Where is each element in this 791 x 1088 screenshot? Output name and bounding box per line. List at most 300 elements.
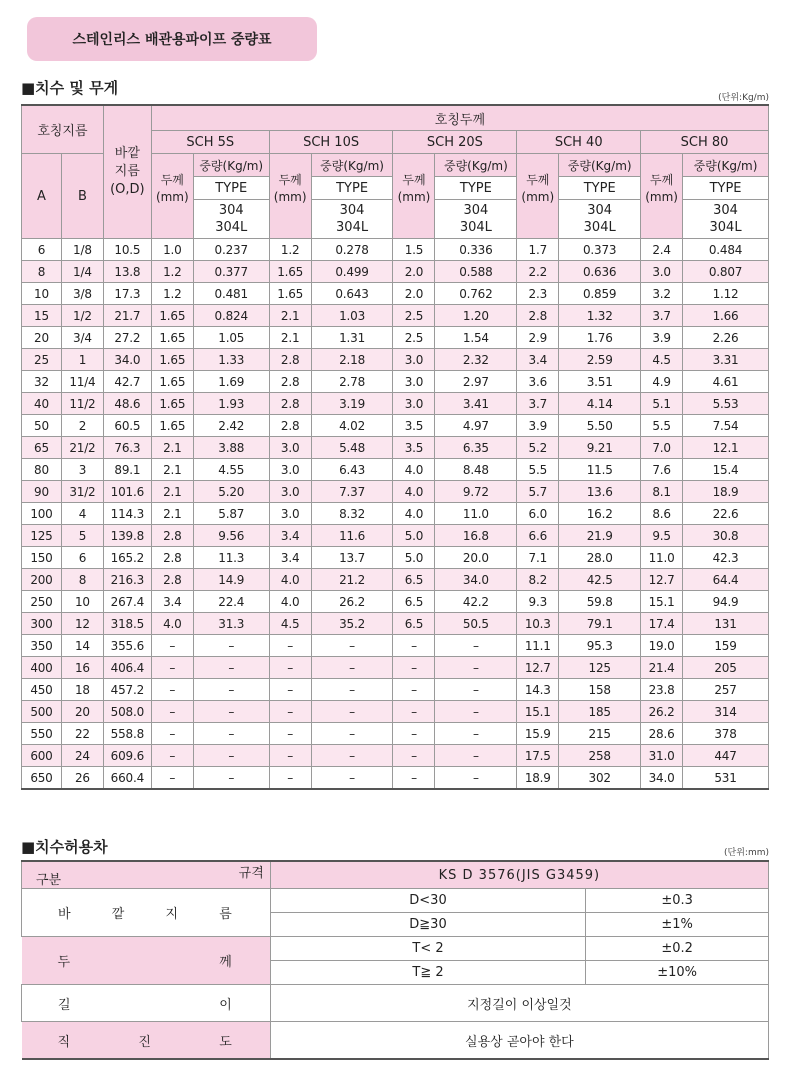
od-condition-1: D<30 bbox=[270, 889, 585, 913]
table-cell: 16.8 bbox=[435, 525, 517, 547]
table-cell: 1.65 bbox=[151, 415, 193, 437]
table-cell: 23.8 bbox=[641, 679, 683, 701]
table-cell: – bbox=[193, 635, 269, 657]
table-cell: – bbox=[435, 745, 517, 767]
header-sch-10s: SCH 10S bbox=[269, 131, 393, 154]
table-cell: 3 bbox=[61, 459, 103, 481]
table-cell: 20 bbox=[22, 327, 62, 349]
table-row bbox=[22, 283, 769, 305]
label-char: 진 bbox=[138, 1034, 151, 1050]
header-thickness: 두께 (mm) bbox=[393, 154, 435, 239]
header-weight: 중량(Kg/m) bbox=[683, 154, 769, 177]
table-cell: 165.2 bbox=[103, 547, 151, 569]
table-cell: – bbox=[311, 767, 393, 790]
table-cell: – bbox=[393, 679, 435, 701]
table-cell: 34.0 bbox=[435, 569, 517, 591]
table-cell: 15 bbox=[22, 305, 62, 327]
section-title-tolerance: ■치수허용차 bbox=[21, 838, 108, 856]
table-cell: 150 bbox=[22, 547, 62, 569]
table-cell: 5 bbox=[61, 525, 103, 547]
table-cell: 1.76 bbox=[559, 327, 641, 349]
table-cell: 50 bbox=[22, 415, 62, 437]
table-cell: 125 bbox=[22, 525, 62, 547]
table-cell: 42.7 bbox=[103, 371, 151, 393]
table-cell: 9.21 bbox=[559, 437, 641, 459]
tolerance-table bbox=[21, 860, 769, 1060]
table-cell: 531 bbox=[683, 767, 769, 790]
table-cell: – bbox=[393, 767, 435, 790]
table-cell: 21/2 bbox=[61, 437, 103, 459]
table-cell: 64.4 bbox=[683, 569, 769, 591]
table-row bbox=[22, 569, 769, 591]
header-nominal: 호칭지름 bbox=[22, 105, 104, 154]
header-type: TYPE bbox=[193, 177, 269, 200]
table-cell: 1.65 bbox=[151, 327, 193, 349]
table-cell: – bbox=[193, 679, 269, 701]
table-row bbox=[22, 437, 769, 459]
table-cell: – bbox=[151, 723, 193, 745]
table-cell: – bbox=[393, 701, 435, 723]
table-row bbox=[22, 701, 769, 723]
table-cell: 2.59 bbox=[559, 349, 641, 371]
table-cell: 450 bbox=[22, 679, 62, 701]
table-cell: 1.2 bbox=[269, 239, 311, 261]
table-row bbox=[22, 305, 769, 327]
table-cell: 378 bbox=[683, 723, 769, 745]
label-length bbox=[22, 985, 271, 1022]
table-row bbox=[22, 349, 769, 371]
table-cell: 11/2 bbox=[61, 393, 103, 415]
table-cell: 2.8 bbox=[151, 525, 193, 547]
table-cell: 1.65 bbox=[151, 305, 193, 327]
table-cell: 2.9 bbox=[517, 327, 559, 349]
table-cell: 42.5 bbox=[559, 569, 641, 591]
od-tolerance-1: ±0.3 bbox=[586, 889, 769, 913]
table-cell: 17.5 bbox=[517, 745, 559, 767]
table-cell: 1/2 bbox=[61, 305, 103, 327]
label-char: 께 bbox=[219, 955, 232, 970]
table-cell: 609.6 bbox=[103, 745, 151, 767]
table-cell: – bbox=[311, 635, 393, 657]
table-cell: 90 bbox=[22, 481, 62, 503]
table-cell: 158 bbox=[559, 679, 641, 701]
section-title-dimensions: ■치수 및 무게 bbox=[21, 79, 119, 97]
table-cell: 6 bbox=[61, 547, 103, 569]
table-cell: 0.807 bbox=[683, 261, 769, 283]
table-cell: 216.3 bbox=[103, 569, 151, 591]
table-cell: – bbox=[269, 767, 311, 790]
label-char: 바 bbox=[58, 907, 71, 922]
table-cell: 14 bbox=[61, 635, 103, 657]
table-cell: 2.5 bbox=[393, 327, 435, 349]
table-cell: 0.824 bbox=[193, 305, 269, 327]
table-cell: 300 bbox=[22, 613, 62, 635]
table-cell: 3.0 bbox=[641, 261, 683, 283]
table-cell: 4.9 bbox=[641, 371, 683, 393]
table-cell: 4.55 bbox=[193, 459, 269, 481]
table-cell: 6 bbox=[22, 239, 62, 261]
table-cell: 302 bbox=[559, 767, 641, 790]
od-tolerance-2: ±1% bbox=[586, 913, 769, 937]
label-char: 직 bbox=[57, 1034, 71, 1050]
table-row bbox=[22, 239, 769, 261]
table-cell: 1.05 bbox=[193, 327, 269, 349]
table-cell: 8 bbox=[22, 261, 62, 283]
table-cell: 131 bbox=[683, 613, 769, 635]
table-cell: 31.3 bbox=[193, 613, 269, 635]
thickness-condition-1: T< 2 bbox=[270, 937, 585, 961]
table-row bbox=[22, 547, 769, 569]
table-cell: 447 bbox=[683, 745, 769, 767]
label-thickness bbox=[22, 937, 271, 985]
table-cell: 4.0 bbox=[393, 459, 435, 481]
table-cell: 10.5 bbox=[103, 239, 151, 261]
header-thickness-group: 호칭두께 bbox=[151, 105, 768, 131]
table-cell: 3.0 bbox=[393, 349, 435, 371]
table-cell: 6.5 bbox=[393, 569, 435, 591]
table-cell: 318.5 bbox=[103, 613, 151, 635]
header-col-a: A bbox=[22, 154, 62, 239]
table-row bbox=[22, 371, 769, 393]
label-char: 두 bbox=[57, 955, 71, 970]
header-spec: 규격 bbox=[238, 866, 264, 881]
table-cell: 4.0 bbox=[393, 503, 435, 525]
table-cell: 26.2 bbox=[311, 591, 393, 613]
table-cell: 34.0 bbox=[641, 767, 683, 790]
table-cell: – bbox=[193, 723, 269, 745]
table-cell: 15.1 bbox=[517, 701, 559, 723]
length-value: 지정길이 이상일것 bbox=[270, 985, 768, 1022]
table-cell: 2.18 bbox=[311, 349, 393, 371]
table-cell: 1.65 bbox=[269, 261, 311, 283]
table-cell: – bbox=[269, 679, 311, 701]
table-cell: 8.2 bbox=[517, 569, 559, 591]
table-cell: 2.1 bbox=[269, 327, 311, 349]
table-cell: 22 bbox=[61, 723, 103, 745]
table-cell: 159 bbox=[683, 635, 769, 657]
header-sch-40: SCH 40 bbox=[517, 131, 641, 154]
header-od: 바깥 지름 (O,D) bbox=[103, 105, 151, 239]
label-char: 길 bbox=[58, 997, 71, 1013]
weight-table bbox=[21, 104, 769, 790]
label-char: 지 bbox=[165, 907, 179, 922]
header-category: 구분 bbox=[36, 873, 62, 888]
table-cell: 11.0 bbox=[435, 503, 517, 525]
table-cell: 2.1 bbox=[151, 481, 193, 503]
table-cell: 7.54 bbox=[683, 415, 769, 437]
table-cell: 1.65 bbox=[151, 393, 193, 415]
table-cell: 16.2 bbox=[559, 503, 641, 525]
table-cell: 18.9 bbox=[517, 767, 559, 790]
table-cell: – bbox=[311, 679, 393, 701]
table-cell: 2.1 bbox=[151, 503, 193, 525]
table-cell: 1.12 bbox=[683, 283, 769, 305]
table-cell: 3.31 bbox=[683, 349, 769, 371]
table-cell: 139.8 bbox=[103, 525, 151, 547]
straightness-value: 실용상 곧아야 한다 bbox=[270, 1022, 768, 1060]
table-cell: 1.31 bbox=[311, 327, 393, 349]
table-cell: 0.481 bbox=[193, 283, 269, 305]
table-cell: 558.8 bbox=[103, 723, 151, 745]
table-cell: 6.5 bbox=[393, 613, 435, 635]
table-cell: 31/2 bbox=[61, 481, 103, 503]
table-cell: 11.6 bbox=[311, 525, 393, 547]
table-cell: 267.4 bbox=[103, 591, 151, 613]
table-cell: 3.0 bbox=[269, 503, 311, 525]
table-cell: 2.1 bbox=[269, 305, 311, 327]
table-cell: 80 bbox=[22, 459, 62, 481]
table-cell: 59.8 bbox=[559, 591, 641, 613]
table-cell: 2 bbox=[61, 415, 103, 437]
label-char: 깥 bbox=[111, 907, 125, 922]
table-cell: 3/4 bbox=[61, 327, 103, 349]
table-cell: 2.8 bbox=[269, 415, 311, 437]
table-cell: 1.93 bbox=[193, 393, 269, 415]
table-cell: 9.72 bbox=[435, 481, 517, 503]
standard-label: KS D 3576(JIS G3459) bbox=[270, 861, 768, 889]
table-cell: – bbox=[151, 745, 193, 767]
table-cell: 12.7 bbox=[517, 657, 559, 679]
table-cell: – bbox=[435, 723, 517, 745]
table-cell: 5.0 bbox=[393, 547, 435, 569]
table-cell: 13.6 bbox=[559, 481, 641, 503]
table-cell: 205 bbox=[683, 657, 769, 679]
table-cell: 0.237 bbox=[193, 239, 269, 261]
table-cell: 22.6 bbox=[683, 503, 769, 525]
table-cell: 12 bbox=[61, 613, 103, 635]
od-condition-2: D≧30 bbox=[270, 913, 585, 937]
header-grade: 304 304L bbox=[311, 200, 393, 239]
table-cell: 31.0 bbox=[641, 745, 683, 767]
table-cell: 1.65 bbox=[269, 283, 311, 305]
table-row bbox=[22, 657, 769, 679]
table-cell: 0.377 bbox=[193, 261, 269, 283]
thickness-condition-2: T≧ 2 bbox=[270, 961, 585, 985]
table-cell: 1.5 bbox=[393, 239, 435, 261]
table-cell: 508.0 bbox=[103, 701, 151, 723]
table-cell: – bbox=[151, 701, 193, 723]
table-cell: 6.35 bbox=[435, 437, 517, 459]
table-cell: 0.859 bbox=[559, 283, 641, 305]
table-cell: 3.19 bbox=[311, 393, 393, 415]
table-cell: 400 bbox=[22, 657, 62, 679]
table-cell: 7.1 bbox=[517, 547, 559, 569]
table-cell: 200 bbox=[22, 569, 62, 591]
table-cell: 2.8 bbox=[151, 547, 193, 569]
table-cell: 1.54 bbox=[435, 327, 517, 349]
table-cell: 1.20 bbox=[435, 305, 517, 327]
unit-label-tolerance: (단위:mm) bbox=[724, 848, 769, 858]
table-row bbox=[22, 415, 769, 437]
table-cell: 3.6 bbox=[517, 371, 559, 393]
table-cell: 20.0 bbox=[435, 547, 517, 569]
header-weight: 중량(Kg/m) bbox=[193, 154, 269, 177]
table-cell: 2.0 bbox=[393, 283, 435, 305]
table-row bbox=[22, 327, 769, 349]
table-cell: 79.1 bbox=[559, 613, 641, 635]
table-row bbox=[22, 679, 769, 701]
table-cell: 2.32 bbox=[435, 349, 517, 371]
table-cell: 2.78 bbox=[311, 371, 393, 393]
table-cell: 9.56 bbox=[193, 525, 269, 547]
table-cell: 3.4 bbox=[517, 349, 559, 371]
header-sch-80: SCH 80 bbox=[641, 131, 769, 154]
header-thickness: 두께 (mm) bbox=[269, 154, 311, 239]
table-cell: 25 bbox=[22, 349, 62, 371]
table-cell: 7.6 bbox=[641, 459, 683, 481]
table-cell: 2.8 bbox=[517, 305, 559, 327]
table-cell: – bbox=[311, 723, 393, 745]
table-cell: 3.4 bbox=[269, 547, 311, 569]
table-cell: 20 bbox=[61, 701, 103, 723]
table-cell: 27.2 bbox=[103, 327, 151, 349]
table-cell: 2.8 bbox=[269, 393, 311, 415]
table-cell: 1.69 bbox=[193, 371, 269, 393]
table-cell: 7.0 bbox=[641, 437, 683, 459]
header-thickness: 두께 (mm) bbox=[641, 154, 683, 239]
table-cell: – bbox=[311, 701, 393, 723]
label-straightness bbox=[22, 1022, 271, 1060]
table-cell: 15.9 bbox=[517, 723, 559, 745]
table-cell: – bbox=[193, 767, 269, 790]
table-cell: 28.6 bbox=[641, 723, 683, 745]
table-cell: 19.0 bbox=[641, 635, 683, 657]
weight-table-body bbox=[22, 239, 769, 790]
table-cell: – bbox=[393, 657, 435, 679]
table-cell: 5.1 bbox=[641, 393, 683, 415]
table-cell: 14.9 bbox=[193, 569, 269, 591]
table-cell: 5.5 bbox=[641, 415, 683, 437]
table-cell: 4.02 bbox=[311, 415, 393, 437]
table-cell: 48.6 bbox=[103, 393, 151, 415]
table-cell: 3.0 bbox=[269, 459, 311, 481]
table-cell: 1/8 bbox=[61, 239, 103, 261]
table-cell: 350 bbox=[22, 635, 62, 657]
table-cell: 10 bbox=[61, 591, 103, 613]
table-row bbox=[22, 745, 769, 767]
table-cell: 1/4 bbox=[61, 261, 103, 283]
table-cell: 35.2 bbox=[311, 613, 393, 635]
table-cell: 17.3 bbox=[103, 283, 151, 305]
table-cell: – bbox=[269, 635, 311, 657]
table-cell: – bbox=[151, 679, 193, 701]
table-cell: – bbox=[393, 723, 435, 745]
table-cell: 3.2 bbox=[641, 283, 683, 305]
header-type: TYPE bbox=[683, 177, 769, 200]
table-cell: 3.0 bbox=[269, 481, 311, 503]
table-row bbox=[22, 613, 769, 635]
label-char: 이 bbox=[219, 997, 232, 1013]
table-cell: 5.50 bbox=[559, 415, 641, 437]
table-cell: 5.53 bbox=[683, 393, 769, 415]
table-cell: 15.1 bbox=[641, 591, 683, 613]
table-cell: 185 bbox=[559, 701, 641, 723]
table-cell: 11/4 bbox=[61, 371, 103, 393]
table-cell: – bbox=[393, 745, 435, 767]
table-row bbox=[22, 459, 769, 481]
table-cell: 1.32 bbox=[559, 305, 641, 327]
table-cell: 95.3 bbox=[559, 635, 641, 657]
table-cell: 2.1 bbox=[151, 437, 193, 459]
table-row bbox=[22, 393, 769, 415]
table-cell: 15.4 bbox=[683, 459, 769, 481]
table-cell: 2.4 bbox=[641, 239, 683, 261]
header-grade: 304 304L bbox=[435, 200, 517, 239]
table-cell: 5.2 bbox=[517, 437, 559, 459]
header-grade: 304 304L bbox=[559, 200, 641, 239]
table-cell: 3.9 bbox=[641, 327, 683, 349]
table-cell: 32 bbox=[22, 371, 62, 393]
table-cell: 0.336 bbox=[435, 239, 517, 261]
table-cell: 60.5 bbox=[103, 415, 151, 437]
table-cell: – bbox=[269, 745, 311, 767]
table-cell: 9.5 bbox=[641, 525, 683, 547]
table-cell: 3.0 bbox=[393, 393, 435, 415]
header-weight: 중량(Kg/m) bbox=[559, 154, 641, 177]
table-cell: 11.3 bbox=[193, 547, 269, 569]
table-cell: – bbox=[435, 767, 517, 790]
table-cell: 3.0 bbox=[269, 437, 311, 459]
table-cell: 6.6 bbox=[517, 525, 559, 547]
table-cell: 8.32 bbox=[311, 503, 393, 525]
table-cell: 1.65 bbox=[151, 349, 193, 371]
table-cell: – bbox=[435, 701, 517, 723]
table-cell: 76.3 bbox=[103, 437, 151, 459]
table-cell: 10.3 bbox=[517, 613, 559, 635]
table-cell: 34.0 bbox=[103, 349, 151, 371]
table-cell: 13.7 bbox=[311, 547, 393, 569]
table-cell: 4.97 bbox=[435, 415, 517, 437]
table-cell: 8.1 bbox=[641, 481, 683, 503]
header-grade: 304 304L bbox=[193, 200, 269, 239]
table-cell: 4.0 bbox=[269, 591, 311, 613]
table-cell: 2.8 bbox=[151, 569, 193, 591]
table-cell: 3.4 bbox=[151, 591, 193, 613]
table-cell: 0.278 bbox=[311, 239, 393, 261]
table-cell: 5.5 bbox=[517, 459, 559, 481]
table-cell: 2.2 bbox=[517, 261, 559, 283]
table-cell: 3.4 bbox=[269, 525, 311, 547]
table-cell: 12.7 bbox=[641, 569, 683, 591]
header-sch-20s: SCH 20S bbox=[393, 131, 517, 154]
label-char: 름 bbox=[219, 907, 232, 922]
page-title: 스테인리스 배관용파이프 중량표 bbox=[27, 17, 317, 61]
table-cell: 18.9 bbox=[683, 481, 769, 503]
table-cell: 21.7 bbox=[103, 305, 151, 327]
table-cell: 26.2 bbox=[641, 701, 683, 723]
table-cell: – bbox=[151, 635, 193, 657]
table-cell: – bbox=[311, 657, 393, 679]
thickness-tolerance-1: ±0.2 bbox=[586, 937, 769, 961]
table-cell: 8.6 bbox=[641, 503, 683, 525]
table-cell: 3/8 bbox=[61, 283, 103, 305]
table-cell: 2.97 bbox=[435, 371, 517, 393]
table-cell: 5.0 bbox=[393, 525, 435, 547]
table-cell: – bbox=[269, 657, 311, 679]
table-cell: 4.61 bbox=[683, 371, 769, 393]
table-cell: 2.8 bbox=[269, 371, 311, 393]
table-cell: 11.0 bbox=[641, 547, 683, 569]
table-cell: 5.87 bbox=[193, 503, 269, 525]
table-cell: – bbox=[193, 657, 269, 679]
table-row bbox=[22, 591, 769, 613]
table-cell: 5.20 bbox=[193, 481, 269, 503]
table-cell: 0.762 bbox=[435, 283, 517, 305]
table-cell: 65 bbox=[22, 437, 62, 459]
table-cell: – bbox=[193, 701, 269, 723]
table-cell: 21.4 bbox=[641, 657, 683, 679]
table-cell: 11.5 bbox=[559, 459, 641, 481]
